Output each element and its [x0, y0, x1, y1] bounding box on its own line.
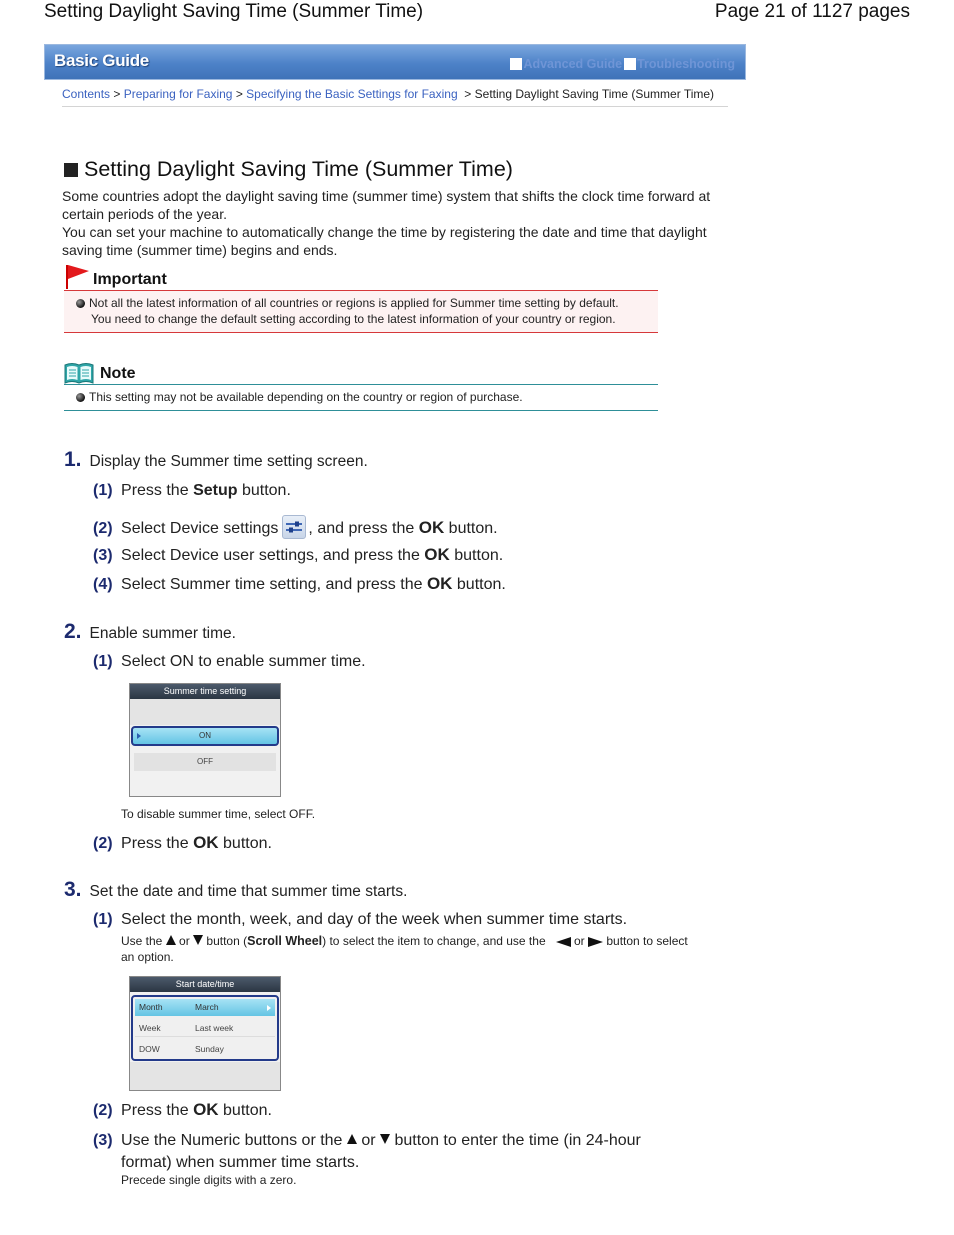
summer-time-screen	[129, 683, 281, 797]
substep-text: Select Device settings	[121, 520, 279, 537]
down-arrow-icon	[380, 1134, 390, 1144]
step-3-2	[93, 1100, 272, 1120]
device-settings-icon	[282, 515, 306, 539]
page-counter: Page 21 of 1127 pages	[714, 1, 910, 22]
troubleshooting-link[interactable]: Troubleshooting	[637, 57, 735, 71]
screen-caption: To disable summer time, select OFF.	[121, 807, 316, 821]
field-label: DOW	[139, 1044, 160, 1054]
hint-text: Use the	[121, 934, 163, 948]
step-text: Enable summer time.	[89, 625, 236, 642]
breadcrumb-preparing[interactable]: Preparing for Faxing	[123, 87, 233, 101]
ok-key-label: OK	[418, 518, 445, 537]
field-value: March	[195, 1002, 219, 1012]
dow-row[interactable]	[135, 1040, 275, 1058]
substep-text: button.	[448, 520, 498, 537]
month-row[interactable]	[135, 999, 275, 1016]
field-value: Sunday	[195, 1044, 224, 1054]
breadcrumb-separator: >	[113, 87, 121, 101]
page-title-text: Setting Daylight Saving Time (Summer Time)	[84, 157, 513, 181]
step-number: 3.	[64, 878, 82, 901]
substep-number: (1)	[93, 653, 113, 670]
step-2	[64, 620, 236, 644]
substep-text: or	[361, 1132, 376, 1149]
substep-number: (2)	[93, 520, 113, 537]
substep-text: Select ON to enable summer time.	[121, 653, 366, 670]
right-arrow-icon	[588, 937, 603, 947]
field-value: Last week	[195, 1023, 234, 1033]
option-off-label: OFF	[197, 757, 213, 766]
intro	[62, 187, 732, 259]
guide-bar	[44, 44, 746, 80]
ok-key-label: OK	[424, 545, 450, 564]
option-on-label: ON	[199, 731, 211, 740]
step-3-1	[93, 911, 627, 929]
hint-text: or	[573, 934, 585, 948]
important-text: Not all the latest information of all countries or regions is applied for Summer time setting by default.	[89, 296, 619, 310]
ok-key-label: OK	[193, 833, 219, 852]
hint-text: button to select	[606, 934, 688, 948]
substep-number: (4)	[93, 576, 113, 593]
note-box	[64, 358, 658, 411]
important-label: Important	[93, 271, 167, 288]
up-arrow-icon	[166, 935, 176, 945]
setup-key-label: Setup	[193, 482, 238, 499]
substep-text: Use the Numeric buttons or the	[121, 1132, 343, 1149]
option-on[interactable]	[131, 726, 279, 746]
scroll-wheel-label: Scroll Wheel	[247, 934, 323, 948]
right-arrow-icon	[267, 1005, 271, 1011]
breadcrumb-separator: >	[235, 87, 243, 101]
left-arrow-icon	[556, 937, 571, 947]
week-row[interactable]	[135, 1019, 275, 1037]
field-label: Month	[139, 1002, 163, 1012]
step-1-2	[93, 515, 498, 539]
breadcrumb-specifying[interactable]: Specifying the Basic Settings for Faxing	[246, 87, 458, 101]
hint-text: or	[179, 934, 190, 948]
bullet-icon	[76, 393, 85, 402]
substep-number: (1)	[93, 911, 113, 928]
down-arrow-icon	[193, 935, 203, 945]
page-header	[44, 0, 910, 26]
field-label: Week	[139, 1023, 161, 1033]
start-date-screen	[129, 976, 281, 1091]
hint-text: an option.	[121, 950, 174, 964]
important-text: You need to change the default setting according to the latest information of your country or region.	[91, 312, 616, 326]
page-title	[64, 157, 513, 182]
date-fields-group	[131, 995, 279, 1061]
hint-text: ) to select the item to change, and use the	[322, 934, 546, 948]
step-1-3	[93, 545, 503, 565]
book-icon	[64, 362, 94, 384]
substep-text: button.	[241, 482, 291, 499]
ok-key-label: OK	[426, 574, 453, 593]
square-bullet-icon	[64, 163, 78, 177]
substep-text: Select Device user settings, and press the	[121, 547, 420, 564]
option-off[interactable]	[134, 753, 276, 771]
substep-text: button.	[456, 576, 506, 593]
substep-text: button.	[223, 1102, 272, 1119]
screen-title: Start date/time	[130, 977, 280, 992]
advanced-guide-icon	[510, 58, 522, 70]
step-3	[64, 878, 407, 902]
step-1-4	[93, 574, 506, 594]
substep-text: button to enter the time (in 24-hour	[394, 1132, 641, 1149]
substep-text: Select the month, week, and day of the week when summer time starts.	[121, 911, 628, 928]
step-number: 2.	[64, 620, 82, 643]
step-2-1	[93, 653, 366, 671]
up-arrow-icon	[347, 1134, 357, 1144]
step-1-1	[93, 482, 291, 500]
selection-arrow-icon	[137, 733, 141, 739]
substep-number: (2)	[93, 835, 113, 852]
substep-number: (3)	[93, 547, 113, 564]
step-number: 1.	[64, 448, 82, 471]
step-text: Set the date and time that summer time starts.	[89, 883, 408, 900]
note-label: Note	[100, 365, 136, 382]
important-box	[64, 262, 658, 333]
substep-number: (3)	[93, 1132, 113, 1149]
substep-note: Precede single digits with a zero.	[121, 1173, 297, 1187]
note-text: This setting may not be available depending on the country or region of purchase.	[89, 390, 523, 404]
hint-text: button (	[206, 934, 248, 948]
breadcrumb	[62, 86, 728, 107]
breadcrumb-contents[interactable]: Contents	[62, 87, 111, 101]
step-text: Display the Summer time setting screen.	[89, 453, 368, 470]
intro-paragraph: You can set your machine to automatically change the time by registering the date and time that daylight saving time (summer time) begins and ends.	[62, 224, 707, 258]
substep-text: Press the	[121, 482, 189, 499]
troubleshooting-icon	[624, 58, 636, 70]
step-1	[64, 448, 368, 472]
bullet-icon	[76, 299, 85, 308]
guide-links	[510, 57, 735, 71]
substep-number: (2)	[93, 1102, 113, 1119]
substep-text: Press the	[121, 1102, 189, 1119]
scroll-hint	[121, 933, 731, 965]
step-3-3	[93, 1130, 641, 1174]
screen-title: Summer time setting	[130, 684, 280, 699]
document-title: Setting Daylight Saving Time (Summer Time)	[44, 1, 424, 22]
step-2-2	[93, 833, 272, 853]
advanced-guide-link[interactable]: Advanced Guide	[523, 57, 623, 71]
substep-text: , and press the	[308, 520, 415, 537]
breadcrumb-current: > Setting Daylight Saving Time (Summer Time)	[464, 87, 715, 101]
red-flag-icon	[64, 264, 90, 290]
intro-paragraph: Some countries adopt the daylight saving time (summer time) system that shifts the clock time forward at certain periods of the year.	[62, 188, 711, 222]
substep-text: button.	[223, 835, 272, 852]
substep-text: Press the	[121, 835, 189, 852]
substep-text: Select Summer time setting, and press the	[121, 576, 423, 593]
ok-key-label: OK	[193, 1100, 219, 1119]
substep-text: button.	[454, 547, 504, 564]
substep-text: format) when summer time starts.	[121, 1154, 360, 1171]
substep-number: (1)	[93, 482, 113, 499]
basic-guide-logo: Basic Guide	[54, 51, 149, 70]
